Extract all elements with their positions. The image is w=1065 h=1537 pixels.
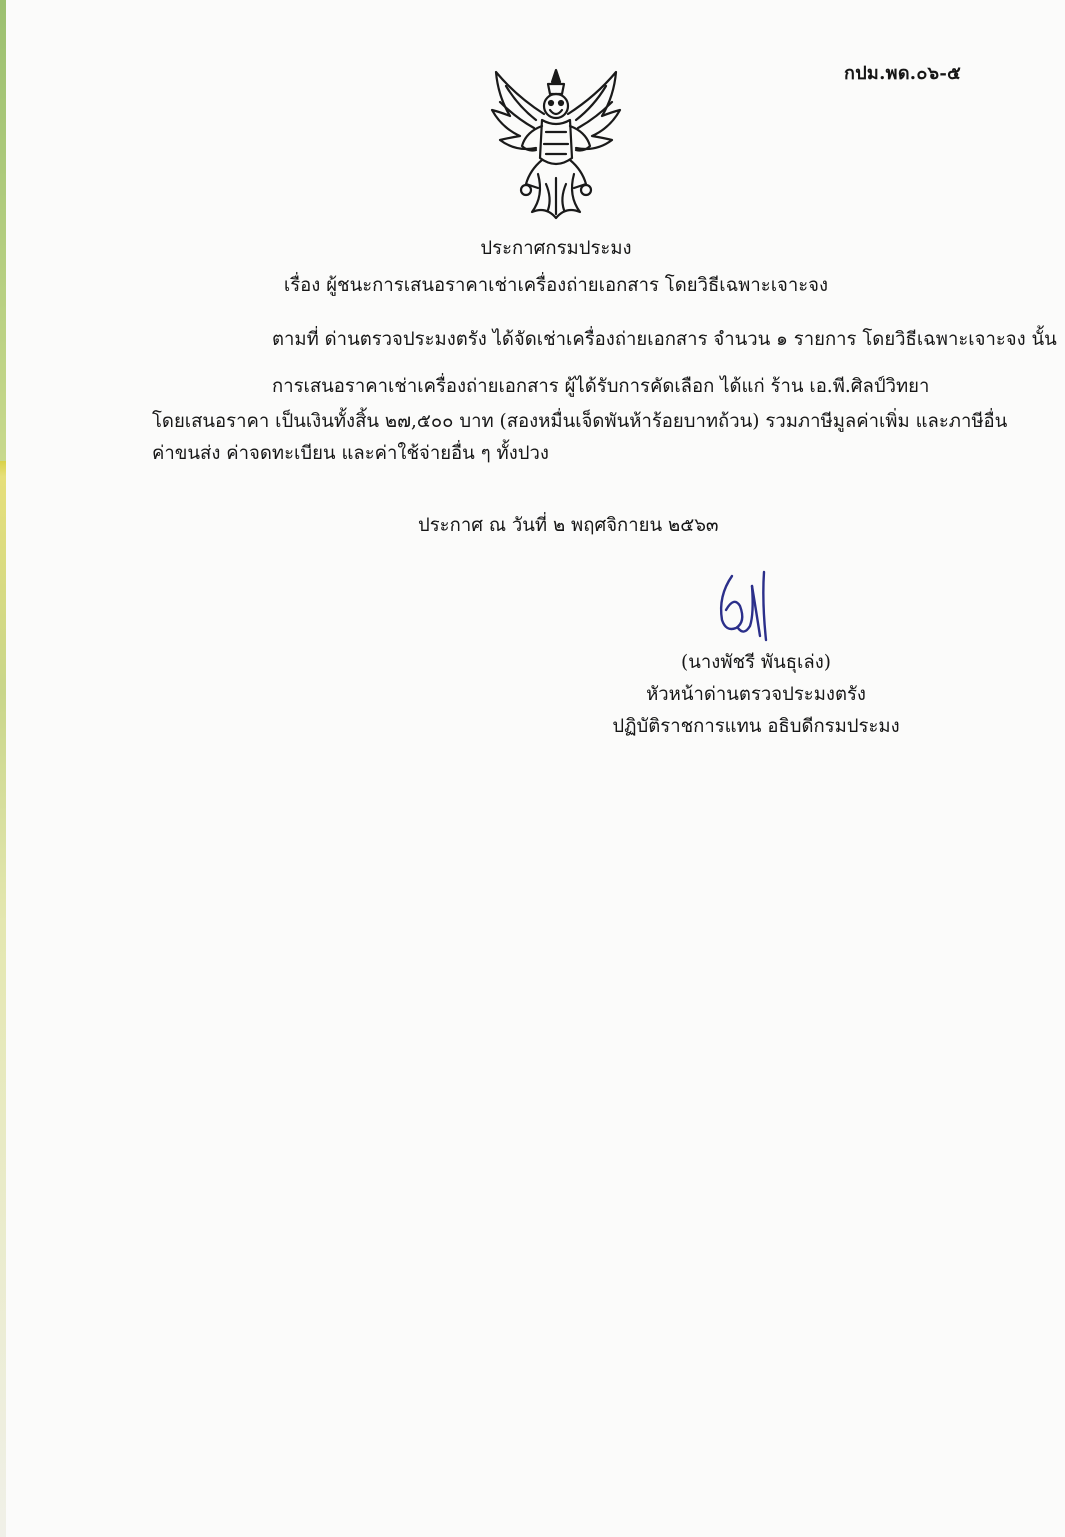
- signature-block: [566, 647, 946, 743]
- handwritten-signature-icon: [712, 566, 776, 646]
- announcement-subject: เรื่อง ผู้ชนะการเสนอราคาเช่าเครื่องถ่ายเอกสาร โดยวิธีเฉพาะเจาะจง: [283, 275, 829, 296]
- garuda-emblem-icon: [486, 66, 626, 222]
- paragraph-2-line-1: การเสนอราคาเช่าเครื่องถ่ายเอกสาร ผู้ได้รับการคัดเลือก ได้แก่ ร้าน เอ.พี.ศิลป์วิทยา: [272, 376, 930, 397]
- document-code: กปม.พด.๐๖-๕: [844, 63, 962, 84]
- paragraph-1: ตามที่ ด่านตรวจประมงตรัง ได้จัดเช่าเครื่องถ่ายเอกสาร จำนวน ๑ รายการ โดยวิธีเฉพาะเจาะจง นั้น: [272, 329, 1057, 350]
- paragraph-2-line-3: ค่าขนส่ง ค่าจดทะเบียน และค่าใช้จ่ายอื่น ๆ ทั้งปวง: [152, 443, 549, 464]
- announcement-heading: ประกาศกรมประมง: [480, 238, 632, 259]
- paragraph-2-line-2: โดยเสนอราคา เป็นเงินทั้งสิ้น ๒๗,๕๐๐ บาท (สองหมื่นเจ็ดพันห้าร้อยบาทถ้วน) รวมภาษีมูลค่าเพิ่ม และภาษีอื่น: [152, 411, 1008, 432]
- announcement-date: ประกาศ ณ วันที่ ๒ พฤศจิกายน ๒๕๖๓: [418, 515, 719, 536]
- document-page: [6, 0, 1065, 1537]
- signer-position: หัวหน้าด่านตรวจประมงตรัง: [646, 684, 866, 705]
- signer-acting-title: ปฏิบัติราชการแทน อธิบดีกรมประมง: [612, 716, 900, 737]
- signer-name: (นางพัชรี พันธุเล่ง): [681, 652, 831, 673]
